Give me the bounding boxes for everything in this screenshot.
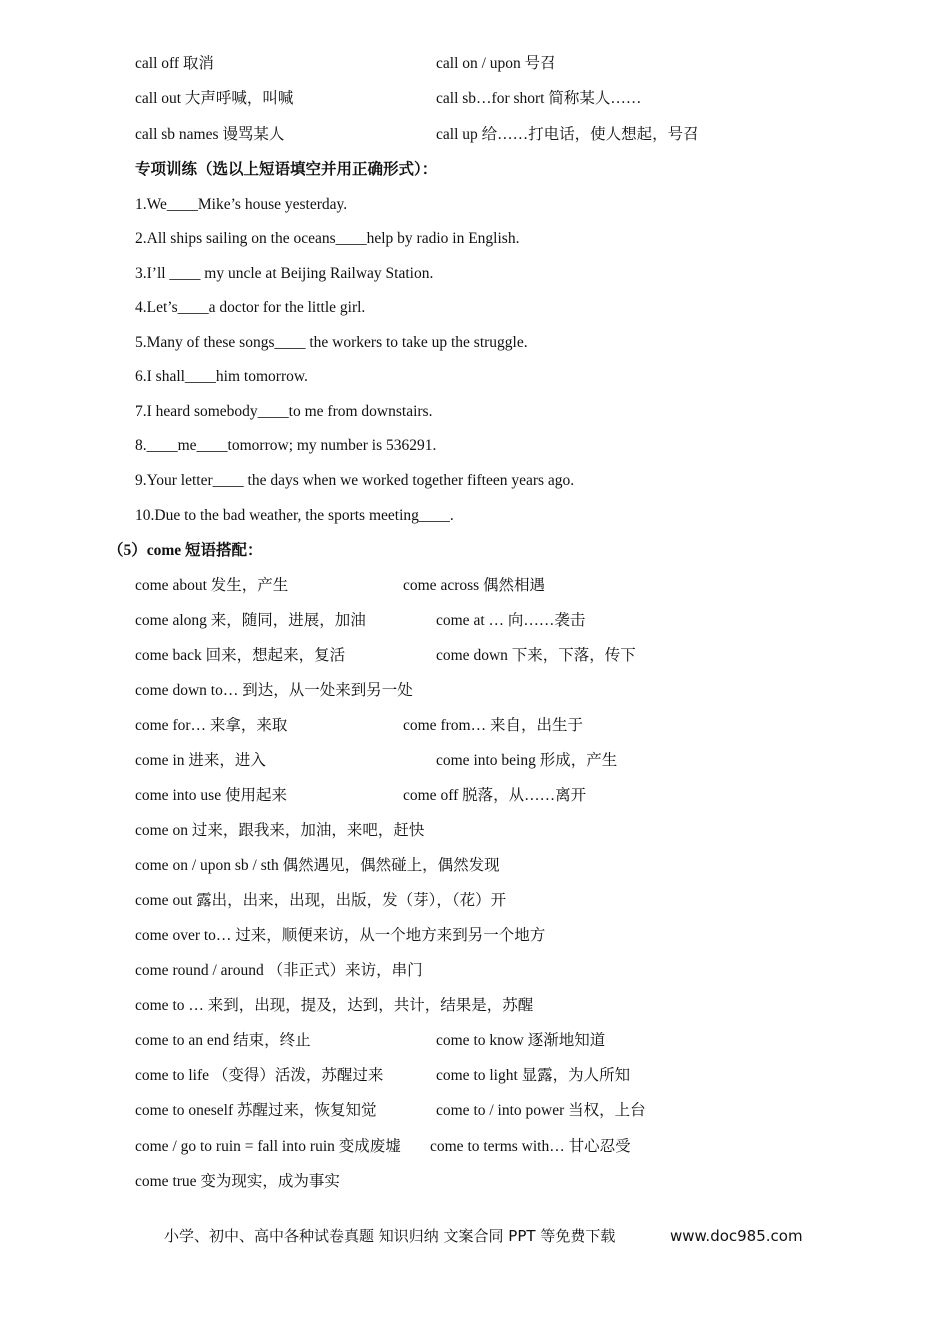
come-phrase-row [0, 994, 950, 1018]
phrase-right: come from… 来自，出生于 [403, 717, 583, 734]
phrase-right: come at … 向……袭击 [436, 612, 586, 629]
come-phrase-row [0, 1099, 950, 1123]
exercise-item: 5.Many of these songs____ the workers to take up the struggle. [135, 334, 528, 351]
phrase-left: come on / upon sb / sth 偶然遇见，偶然碰上，偶然发现 [135, 857, 500, 874]
page-footer [0, 1224, 950, 1248]
come-phrase-row [0, 784, 950, 808]
come-phrase-row [0, 889, 950, 913]
phrase-left: call out 大声呼喊，叫喊 [135, 90, 294, 107]
phrase-left: come for… 来拿，来取 [135, 717, 288, 734]
call-phrase-row [0, 87, 950, 111]
phrase-left: come about 发生，产生 [135, 577, 289, 594]
exercise-item: 4.Let’s____a doctor for the little girl. [135, 299, 366, 316]
phrase-right: come off 脱落，从……离开 [403, 787, 587, 804]
phrase-right: come to know 逐渐地知道 [436, 1032, 606, 1049]
phrase-right: come to terms with… 甘心忍受 [430, 1138, 631, 1155]
phrase-right: call up 给……打电话，使人想起，号召 [436, 126, 699, 143]
phrase-right: call sb…for short 简称某人…… [436, 90, 642, 107]
phrase-left: come to oneself 苏醒过来，恢复知觉 [135, 1102, 377, 1119]
phrase-left: call sb names 谩骂某人 [135, 126, 285, 143]
come-phrase-row [0, 574, 950, 598]
phrase-left: come down to… 到达，从一处来到另一处 [135, 682, 413, 699]
phrase-left: come to an end 结束，终止 [135, 1032, 311, 1049]
exercise-item: 6.I shall____him tomorrow. [135, 368, 308, 385]
footer-url[interactable]: www.doc985.com [670, 1227, 803, 1245]
come-phrase-row [0, 924, 950, 948]
phrase-right: come across 偶然相遇 [403, 577, 546, 594]
come-phrase-row [0, 714, 950, 738]
footer-text: 小学、初中、高中各种试卷真题 知识归纳 文案合同 PPT 等免费下载 [164, 1227, 616, 1245]
come-phrase-row [0, 959, 950, 983]
phrase-left: come on 过来，跟我来，加油，来吧，赶快 [135, 822, 425, 839]
come-phrase-row [0, 749, 950, 773]
phrase-right: come to light 显露，为人所知 [436, 1067, 631, 1084]
exercise-heading: 专项训练（选以上短语填空并用正确形式）： [135, 161, 438, 178]
phrase-left: come / go to ruin = fall into ruin 变成废墟 [135, 1138, 401, 1155]
phrase-right: come down 下来，下落，传下 [436, 647, 636, 664]
phrase-left: come to life （变得）活泼，苏醒过来 [135, 1067, 384, 1084]
phrase-left: come in 进来，进入 [135, 752, 266, 769]
exercise-item: 2.All ships sailing on the oceans____help by radio in English. [135, 230, 520, 247]
come-phrase-row [0, 1135, 950, 1159]
come-phrase-row [0, 644, 950, 668]
call-phrase-row [0, 123, 950, 147]
phrase-left: come into use 使用起来 [135, 787, 287, 804]
phrase-left: come out 露出，出来，出现，出版，发（芽），（花）开 [135, 892, 507, 909]
call-phrase-row [0, 52, 950, 76]
exercise-item: 7.I heard somebody____to me from downstairs. [135, 403, 433, 420]
phrase-left: come over to… 过来，顺便来访，从一个地方来到另一个地方 [135, 927, 546, 944]
exercise-item: 10.Due to the bad weather, the sports meeting____. [135, 507, 454, 524]
exercise-item: 1.We____Mike’s house yesterday. [135, 196, 348, 213]
phrase-left: come round / around （非正式）来访，串门 [135, 962, 423, 979]
exercise-item: 3.I’ll ____ my uncle at Beijing Railway Station. [135, 265, 434, 282]
phrase-left: come true 变为现实，成为事实 [135, 1173, 340, 1190]
come-phrase-row [0, 1029, 950, 1053]
come-phrase-row [0, 609, 950, 633]
phrase-right: come to / into power 当权，上台 [436, 1102, 646, 1119]
phrase-left: come to … 来到，出现，提及，达到，共计，结果是，苏醒 [135, 997, 534, 1014]
come-phrase-row [0, 1064, 950, 1088]
phrase-left: come back 回来，想起来，复活 [135, 647, 346, 664]
phrase-left: come along 来，随同，进展，加油 [135, 612, 366, 629]
phrase-left: call off 取消 [135, 55, 214, 72]
come-phrase-row [0, 854, 950, 878]
come-phrase-row [0, 1170, 950, 1194]
come-phrase-row [0, 819, 950, 843]
come-phrase-row [0, 679, 950, 703]
come-section-heading: （5）come 短语搭配： [108, 542, 263, 559]
phrase-right: come into being 形成，产生 [436, 752, 618, 769]
phrase-right: call on / upon 号召 [436, 55, 556, 72]
exercise-item: 9.Your letter____ the days when we worked together fifteen years ago. [135, 472, 575, 489]
exercise-item: 8.____me____tomorrow; my number is 536291. [135, 437, 437, 454]
